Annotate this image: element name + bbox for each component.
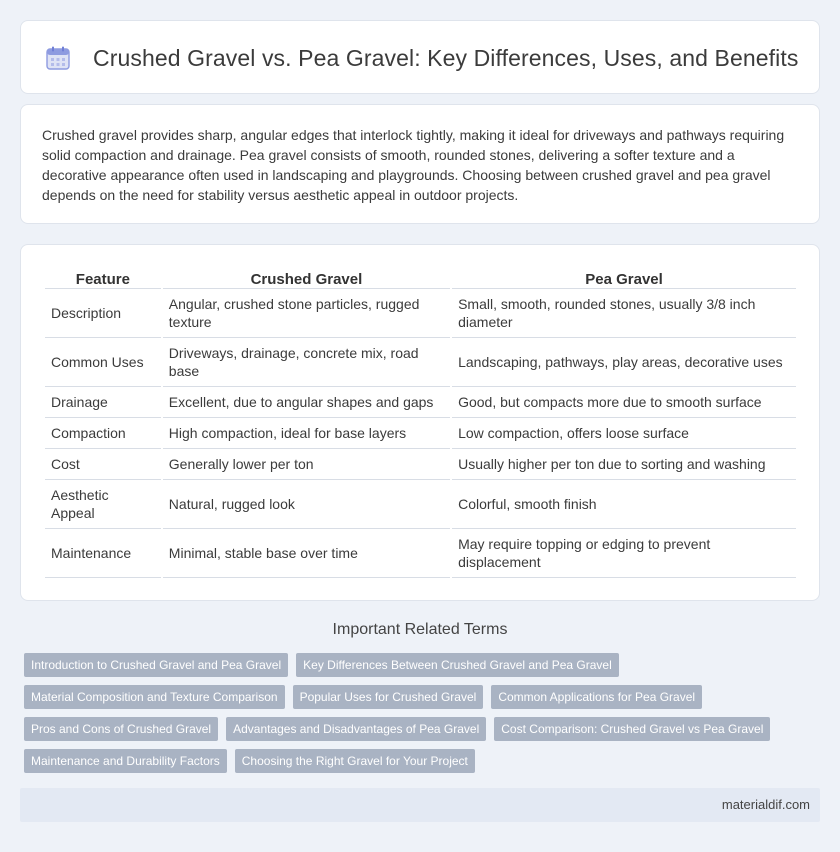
related-tag[interactable]: Common Applications for Pea Gravel bbox=[491, 685, 702, 709]
related-tag[interactable]: Key Differences Between Crushed Gravel and Pea Gravel bbox=[296, 653, 619, 677]
cell-pea: Good, but compacts more due to smooth surface bbox=[452, 387, 796, 418]
header-card bbox=[20, 20, 820, 94]
title-row bbox=[45, 21, 798, 95]
cell-feature: Drainage bbox=[45, 387, 161, 418]
cell-crushed: Generally lower per ton bbox=[163, 449, 450, 480]
cell-feature: Cost bbox=[45, 449, 161, 480]
comparison-table bbox=[43, 265, 798, 578]
cell-feature: Maintenance bbox=[45, 529, 161, 578]
cell-crushed: Excellent, due to angular shapes and gaps bbox=[163, 387, 450, 418]
cell-pea: Colorful, smooth finish bbox=[452, 480, 796, 529]
cell-crushed: Angular, crushed stone particles, rugged texture bbox=[163, 289, 450, 338]
header-crushed-gravel: Crushed Gravel bbox=[163, 265, 450, 289]
cell-feature: Compaction bbox=[45, 418, 161, 449]
cell-crushed: Natural, rugged look bbox=[163, 480, 450, 529]
footer bbox=[20, 788, 820, 822]
related-tag[interactable]: Material Composition and Texture Comparison bbox=[24, 685, 285, 709]
intro-paragraph: Crushed gravel provides sharp, angular edges that interlock tightly, making it ideal for driveways and pathways requiring solid compaction and drainage. Pea gravel consists of smooth, rounded stones, delivering a softer texture and a decorative appearance often used in landscaping and playgrounds. Choosing between crushed gravel and pea gravel depends on the need for stability versus aesthetic appeal in outdoor projects. bbox=[42, 127, 785, 203]
cell-feature: Description bbox=[45, 289, 161, 338]
comparison-card bbox=[20, 244, 820, 601]
cell-pea: May require topping or edging to prevent displacement bbox=[452, 529, 796, 578]
table-row bbox=[45, 338, 796, 387]
related-tag[interactable]: Maintenance and Durability Factors bbox=[24, 749, 227, 773]
table-row bbox=[45, 480, 796, 529]
related-tag[interactable]: Introduction to Crushed Gravel and Pea Gravel bbox=[24, 653, 288, 677]
header-feature: Feature bbox=[45, 265, 161, 289]
cell-crushed: Driveways, drainage, concrete mix, road base bbox=[163, 338, 450, 387]
intro-card bbox=[20, 104, 820, 224]
related-tag[interactable]: Choosing the Right Gravel for Your Project bbox=[235, 749, 475, 773]
table-row bbox=[45, 418, 796, 449]
table-row bbox=[45, 289, 796, 338]
table-row bbox=[45, 529, 796, 578]
footer-site-link[interactable]: materialdif.com bbox=[721, 797, 810, 812]
page-title: Crushed Gravel vs. Pea Gravel: Key Differences, Uses, and Benefits bbox=[93, 44, 799, 71]
related-tag[interactable]: Advantages and Disadvantages of Pea Gravel bbox=[226, 717, 486, 741]
cell-crushed: Minimal, stable base over time bbox=[163, 529, 450, 578]
table-row bbox=[45, 449, 796, 480]
related-terms-title: Important Related Terms bbox=[332, 621, 508, 638]
related-tag[interactable]: Pros and Cons of Crushed Gravel bbox=[24, 717, 218, 741]
related-terms-list bbox=[24, 653, 814, 781]
cell-feature: Common Uses bbox=[45, 338, 161, 387]
header-pea-gravel: Pea Gravel bbox=[452, 265, 796, 289]
cell-feature: Aesthetic Appeal bbox=[45, 480, 161, 529]
calendar-icon bbox=[45, 45, 71, 71]
related-tag[interactable]: Popular Uses for Crushed Gravel bbox=[293, 685, 484, 709]
table-header-row bbox=[45, 265, 796, 289]
cell-pea: Landscaping, pathways, play areas, decorative uses bbox=[452, 338, 796, 387]
cell-pea: Usually higher per ton due to sorting and washing bbox=[452, 449, 796, 480]
related-tag[interactable]: Cost Comparison: Crushed Gravel vs Pea Gravel bbox=[494, 717, 770, 741]
cell-pea: Low compaction, offers loose surface bbox=[452, 418, 796, 449]
table-row bbox=[45, 387, 796, 418]
cell-pea: Small, smooth, rounded stones, usually 3/8 inch diameter bbox=[452, 289, 796, 338]
cell-crushed: High compaction, ideal for base layers bbox=[163, 418, 450, 449]
